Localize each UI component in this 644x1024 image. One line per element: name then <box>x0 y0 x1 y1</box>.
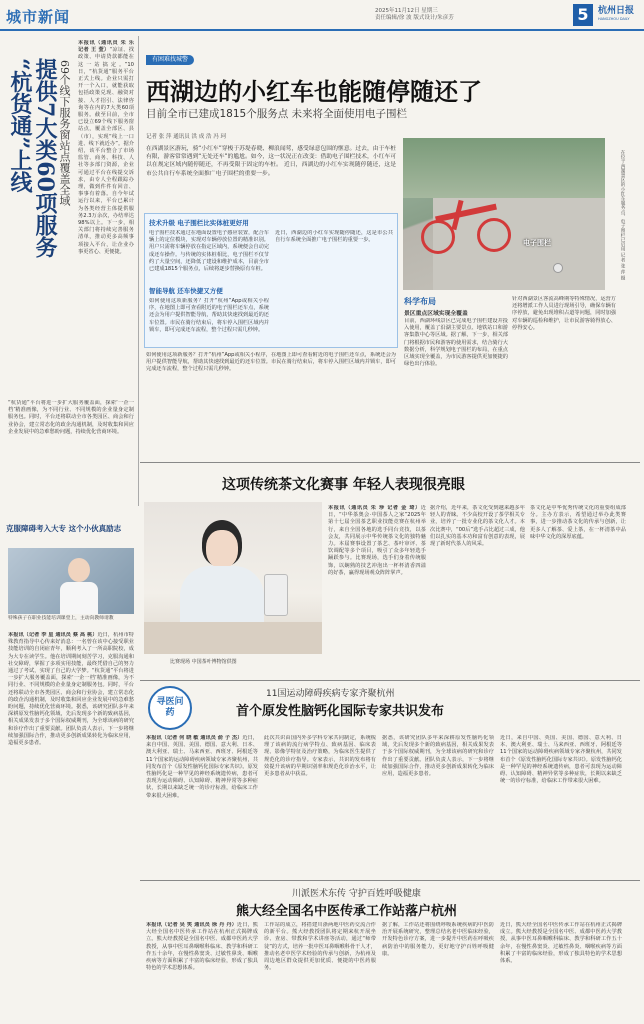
doctor-body-2: 此次共识由国内外多学科专家共同制定，系统梳理了该病的流行病学特点、致病基因、临床表现、影像学特征及治疗策略，为临床医生提供了规范化的诊疗指导。专家表示，共识的发布将有效提升该病的早期识别率和规范化诊治水平，让更多患者从中获益。 <box>264 735 376 778</box>
tea-headline: 这项传统茶文化赛事 年轻人表现很亮眼 <box>222 477 465 493</box>
bike-photo <box>403 138 605 290</box>
tcm-body-2: 工作站的成立，将搭建川浙两地中医药交流合作的新平台。熊大经教授团队将定期来杭开展坐诊、查房、带教和学术讲座等活动，通过“师带徒”的方式，培养一批中医耳鼻咽喉科骨干人才，推动名老中医学术经验的传承与创新，为杭州及周边地区群众提供更加优质、便捷的中医药服务。 <box>264 922 376 972</box>
section-divider <box>140 680 640 681</box>
fence-sensor <box>553 263 563 273</box>
sci-subtitle: 景区重点区域实现全覆盖 <box>404 311 468 317</box>
left-body: 本报讯（通讯员 朱 乐 记者 王 萱）“凉证、找政策、申请贷款都能在这一站搞定。”10日，“杭货通”服务平台正式上线。企业只需打开一个入口，就能获取包括政策兑现、融资对接、人才招引、法律咨询等在内的7大类60项服务。截至目前，全市已设立69个线下服务窗站点，覆盖全部区、县（市），实现“线上一口进、线下就近办”。据介绍，该平台整合了市场监管、商务、科技、人社等多部门资源，企业可通过平台在线提交诉求，由专人全程跟踪办理，做到件件有回音、事事有着落。自今年试运行以来，平台已累计为各类经营主体提供服务2.3万余次，办结率达98%以上。下一步，相关部门将持续完善服务清单，推动更多高频事项接入平台，让企业办事更省心、更便捷。 <box>78 40 134 255</box>
tech-body: 电子围栏技术通过在地面设置电子感应装置，配合车辆上的定位模块，实现对车辆停放位置的精准识别。用户只需将车辆停放在指定区域内，系统便会自动完成还车操作。与传统的实体桩相比，电子围栏不仅节约了大量空间，还降低了建设和维护成本，目前全市已建成1815个服务点，后续将逐步替换原有车桩。 <box>149 230 269 273</box>
feature-byline: 记者 张 萍 通讯员 洪 成 浩 冯 珂 <box>146 134 226 140</box>
smart-body: 如何使用这项新服务？打开“杭州”App或相关小程序，在地图上即可查看附近的电子围栏还车点，系统还会为用户提供智能导航，帮助其快速找到最近的还车位置。市民在骑行结束后，将车停入围栏区域内并锁车，即可完成还车流程，整个过程只需几秒钟。 <box>149 298 269 333</box>
feature-lead: 在西湖景区游玩，骑“小红车”穿梭于苏堤春晓、柳浪闻莺，感受绿意包围的惬意。过去，由于车桩有限，游客常常遇到“无处还车”的尴尬。如今，这一状况正在改变：借助电子围栏技术，小红车可以在规定区域内随停随还，不再受限于固定的车桩。 近日，西湖边的小红车实现随停随还，这是市公共自行车系统全面推广电子围栏的重要一步。 <box>146 146 396 177</box>
section-divider <box>140 462 640 463</box>
doctor-badge-text: 寻医问药 <box>156 697 184 718</box>
tcm-body-4: 近日，熊大经全国名中医传承工作站在杭州正式揭牌成立。熊大经教授是全国名中医、成都中医药大学教授，从事中医耳鼻咽喉科临床、教学和科研工作五十余年，在慢性鼻窦炎、过敏性鼻炎、咽喉疾病等方面积累了丰富的临床经验，形成了独具特色的学术思想体系。 <box>500 922 622 965</box>
page-number: 5 <box>573 4 593 26</box>
tech-box <box>144 213 398 348</box>
doctor-body-4: 近日，来自中国、英国、美国、德国、意大利、日本、澳大利亚、瑞士、马来西亚、西班牙、阿根廷等11个国家的运动障碍疾病领域专家齐聚杭州，共同发布首个《原发性脑钙化国际专家共识》。原发性脑钙化是一种罕见的神经系统遗传病，患者可表现为运动障碍、认知障碍、精神异常等多种症状，长期以来缺乏统一的诊疗标准，给临床工作带来很大困难。 <box>500 735 622 785</box>
tea-body-2: 据介绍，近年来，茶文化受到越来越多年轻人的青睐。不少高校开设了茶学相关专业，培养了一批专业化的茶文化人才。本次比赛中，“00后”选手占比超过三成，他们以扎实的基本功和富有创意的表现，展现了新时代茶人的风采。 <box>430 505 525 548</box>
ad-caption: 特殊孩子在职业技能培训课堂上，主动向教师请教 <box>8 616 114 621</box>
doctor-headline: 首个原发性脑钙化国际专家共识发布 <box>236 704 445 719</box>
tcm-body-3: 据了解，工作站还将围绕呼吸系统疾病的中医防治开展系统研究，整理总结名老中医临床经验，开发特色诊疗方案，进一步提升中医药在呼吸疾病防治中的服务能力，更好地守护百姓呼吸健康。 <box>382 922 494 957</box>
sci-body: 目前，西湖环线景区已完成电子围栏建设并投入使用，覆盖了沿湖主要景点、地铁站口和游客集散中心等区域。据了解，下一步，相关部门将根据市民和游客的使用需求，结合骑行大数据分析，科学规划电子围栏的布局，在重点区域实现全覆盖，为市民游客提供更加便捷的绿色出行体验。 <box>404 318 508 368</box>
column-divider <box>138 36 139 506</box>
feature-subtitle: 目前全市已建成1815个服务点 未来将全面使用电子围栏 <box>146 108 408 120</box>
ad-title: 克服障碍考入大专 这个小伙真励志 <box>6 524 122 533</box>
doctor-badge <box>148 686 192 730</box>
left-subhead: 69个线下服务窗站点覆盖全域 <box>58 60 71 206</box>
doctor-kicker: 11国运动障碍疾病专家齐聚杭州 <box>266 689 395 699</box>
left-body-2: “杭货通”平台将进一步扩大服务覆盖面，探索‘一企一档’精准画像，为不同行业、不同规模的企业量身定制服务包。同时，平台还将联动全市各类园区、商会和行业协会，建立常态化的政企沟通机制，及时收集和回应企业发展中的急难愁盼问题，持续优化营商环境。 <box>8 400 134 435</box>
ad-body: 本报讯（记者 李 星 通讯员 蔡 高 桃）近日，杭州市特殊教育指导中心传来好消息：一名曾在该中心接受职业技能培训的自闭症青年，顺利考入了一所高职院校，成为大专在读学生。他在培训期间刻苦学习，克服沟通和社交障碍，掌握了多项实用技能，最终凭借自己的努力通过了考试，实现了自己的大学梦。“杭货通”平台将进一步扩大服务覆盖面，探索‘一企一档’精准画像，为不同行业、不同规模的企业量身定制服务包。同时，平台还将联动全市各类园区、商会和行业协会，建立常态化的政企沟通机制，及时收集和回应企业发展中的急难愁盼问题，持续优化营商环境。据悉，该研究团队多年来深耕原发性脑钙化领域，先后发现多个新的致病基因，相关成果发表于多个国际权威期刊，为全球该病的研究和诊疗作出了重要贡献。团队负责人表示，下一步将继续加强国际合作，推动更多创新成果转化为临床应用，造福更多患者。 <box>8 632 134 747</box>
editors-line: 责任编辑/徐 波 版式设计/朱彦芳 <box>375 15 454 21</box>
date-line <box>375 8 575 22</box>
feature-tag: 有困难找城警 <box>146 55 194 65</box>
tea-body-3: 茶文化是中华优秀传统文化的重要组成部分。主办方表示，希望通过举办此类赛事，进一步推动茶文化的传承与创新，让更多人了解茶、爱上茶，在一杯清茶中品味中华文化的深厚底蕴。 <box>530 505 626 540</box>
sci-title: 科学布局 <box>404 297 436 306</box>
left-headline-a: “杭货通”上线 <box>7 58 33 194</box>
page-header <box>0 0 644 30</box>
feature-right-col: 针对西湖景区客流高峰期等特殊情况，运营方还将增派工作人员进行现场引导，确保车辆有序停放，避免出现堆积占道等问题，同时加强对车辆的巡检和维护，让市民游客骑得放心、停得安心。 <box>512 296 616 331</box>
tcm-body: 本报讯（记者 吴 笑 通讯员 徐 丹 丹）近日，熊大经全国名中医传承工作站在杭州正式揭牌成立。熊大经教授是全国名中医、成都中医药大学教授，从事中医耳鼻咽喉科临床、教学和科研工作五十余年，在慢性鼻窦炎、过敏性鼻炎、咽喉疾病等方面积累了丰富的临床经验，形成了独具特色的学术思想体系。 <box>146 922 258 972</box>
bike-wheel <box>477 218 511 252</box>
photo-label: 电子围栏 <box>523 239 551 247</box>
tech-title: 技术升级 电子围栏比实体桩更好用 <box>149 219 249 227</box>
section-title: 城市新闻 <box>6 8 71 26</box>
photo-caption: 在位于西湖景区的小红车服务点，电子围栏已启用 记者 张 萍 摄 <box>620 150 625 281</box>
doctor-body-3: 据悉，该研究团队多年来深耕原发性脑钙化领域，先后发现多个新的致病基因，相关成果发表于多个国际权威期刊，为全球该病的研究和诊疗作出了重要贡献。团队负责人表示，下一步将继续加强国际合作，推动更多创新成果转化为临床应用，造福更多患者。 <box>382 735 494 778</box>
feature-headline: 西湖边的小红车也能随停随还了 <box>146 77 482 106</box>
tea-photo <box>144 502 322 654</box>
newspaper-logo: 杭州日报 <box>598 6 635 16</box>
section-divider <box>140 880 640 881</box>
ad-photo <box>8 548 134 614</box>
bike-wheel <box>421 220 455 254</box>
issue-date: 2025年11月12日 星期三 <box>375 8 438 14</box>
tcm-kicker: 川派医术东传 守护百姓呼吸健康 <box>292 889 421 899</box>
tea-body: 本报讯（通讯员 朱 珍 记者 金 琦）近日，“中华茶奥会·中国茶人之家”2025年第十七届全国茶艺职业技能竞赛在杭州举行，来自全国各地的选手同台竞技，以茶会友，共同展示中华传统茶文化的独特魅力。本届赛事设置了茶艺、茶叶审评、茶饮调配等多个项目，吸引了众多年轻选手踊跃参与。比赛现场，选手们身着传统服饰，以娴熟的技艺冲泡出一杯杯清香四溢的好茶，赢得现场观众阵阵掌声。 <box>328 505 426 576</box>
tea-caption: 比赛现场 中国茶叶博物馆供图 <box>170 659 237 665</box>
tech-body-col2: 近日，西湖边的小红车实现随停随还，这是市公共自行车系统全面推广电子围栏的重要一步。 <box>275 230 393 244</box>
left-headline-b: 提供7大类60项服务 <box>32 58 58 258</box>
header-rule <box>0 29 644 31</box>
smart-title: 智能导航 还车快捷又方便 <box>149 287 223 295</box>
tcm-headline: 熊大经全国名中医传承工作站落户杭州 <box>236 904 458 919</box>
newspaper-logo-en: HANGZHOU DAILY <box>598 17 630 21</box>
doctor-body: 本报讯（记者 何 晓 敏 通讯员 俞 子 杰）近日，来自中国、英国、美国、德国、意大利、日本、澳大利亚、瑞士、马来西亚、西班牙、阿根廷等11个国家的运动障碍疾病领域专家齐聚杭州，共同发布首个《原发性脑钙化国际专家共识》。原发性脑钙化是一种罕见的神经系统遗传病，患者可表现为运动障碍、认知障碍、精神异常等多种症状，长期以来缺乏统一的诊疗标准，给临床工作带来很大困难。 <box>146 735 258 799</box>
feature-body-tail: 如何使用这项新服务？打开“杭州”App或相关小程序，在地图上即可查看附近的电子围栏还车点，系统还会为用户提供智能导航，帮助其快速找到最近的还车位置。市民在骑行结束后，将车停入围栏区域内并锁车，即可完成还车流程，整个过程只需几秒钟。 <box>146 352 396 373</box>
